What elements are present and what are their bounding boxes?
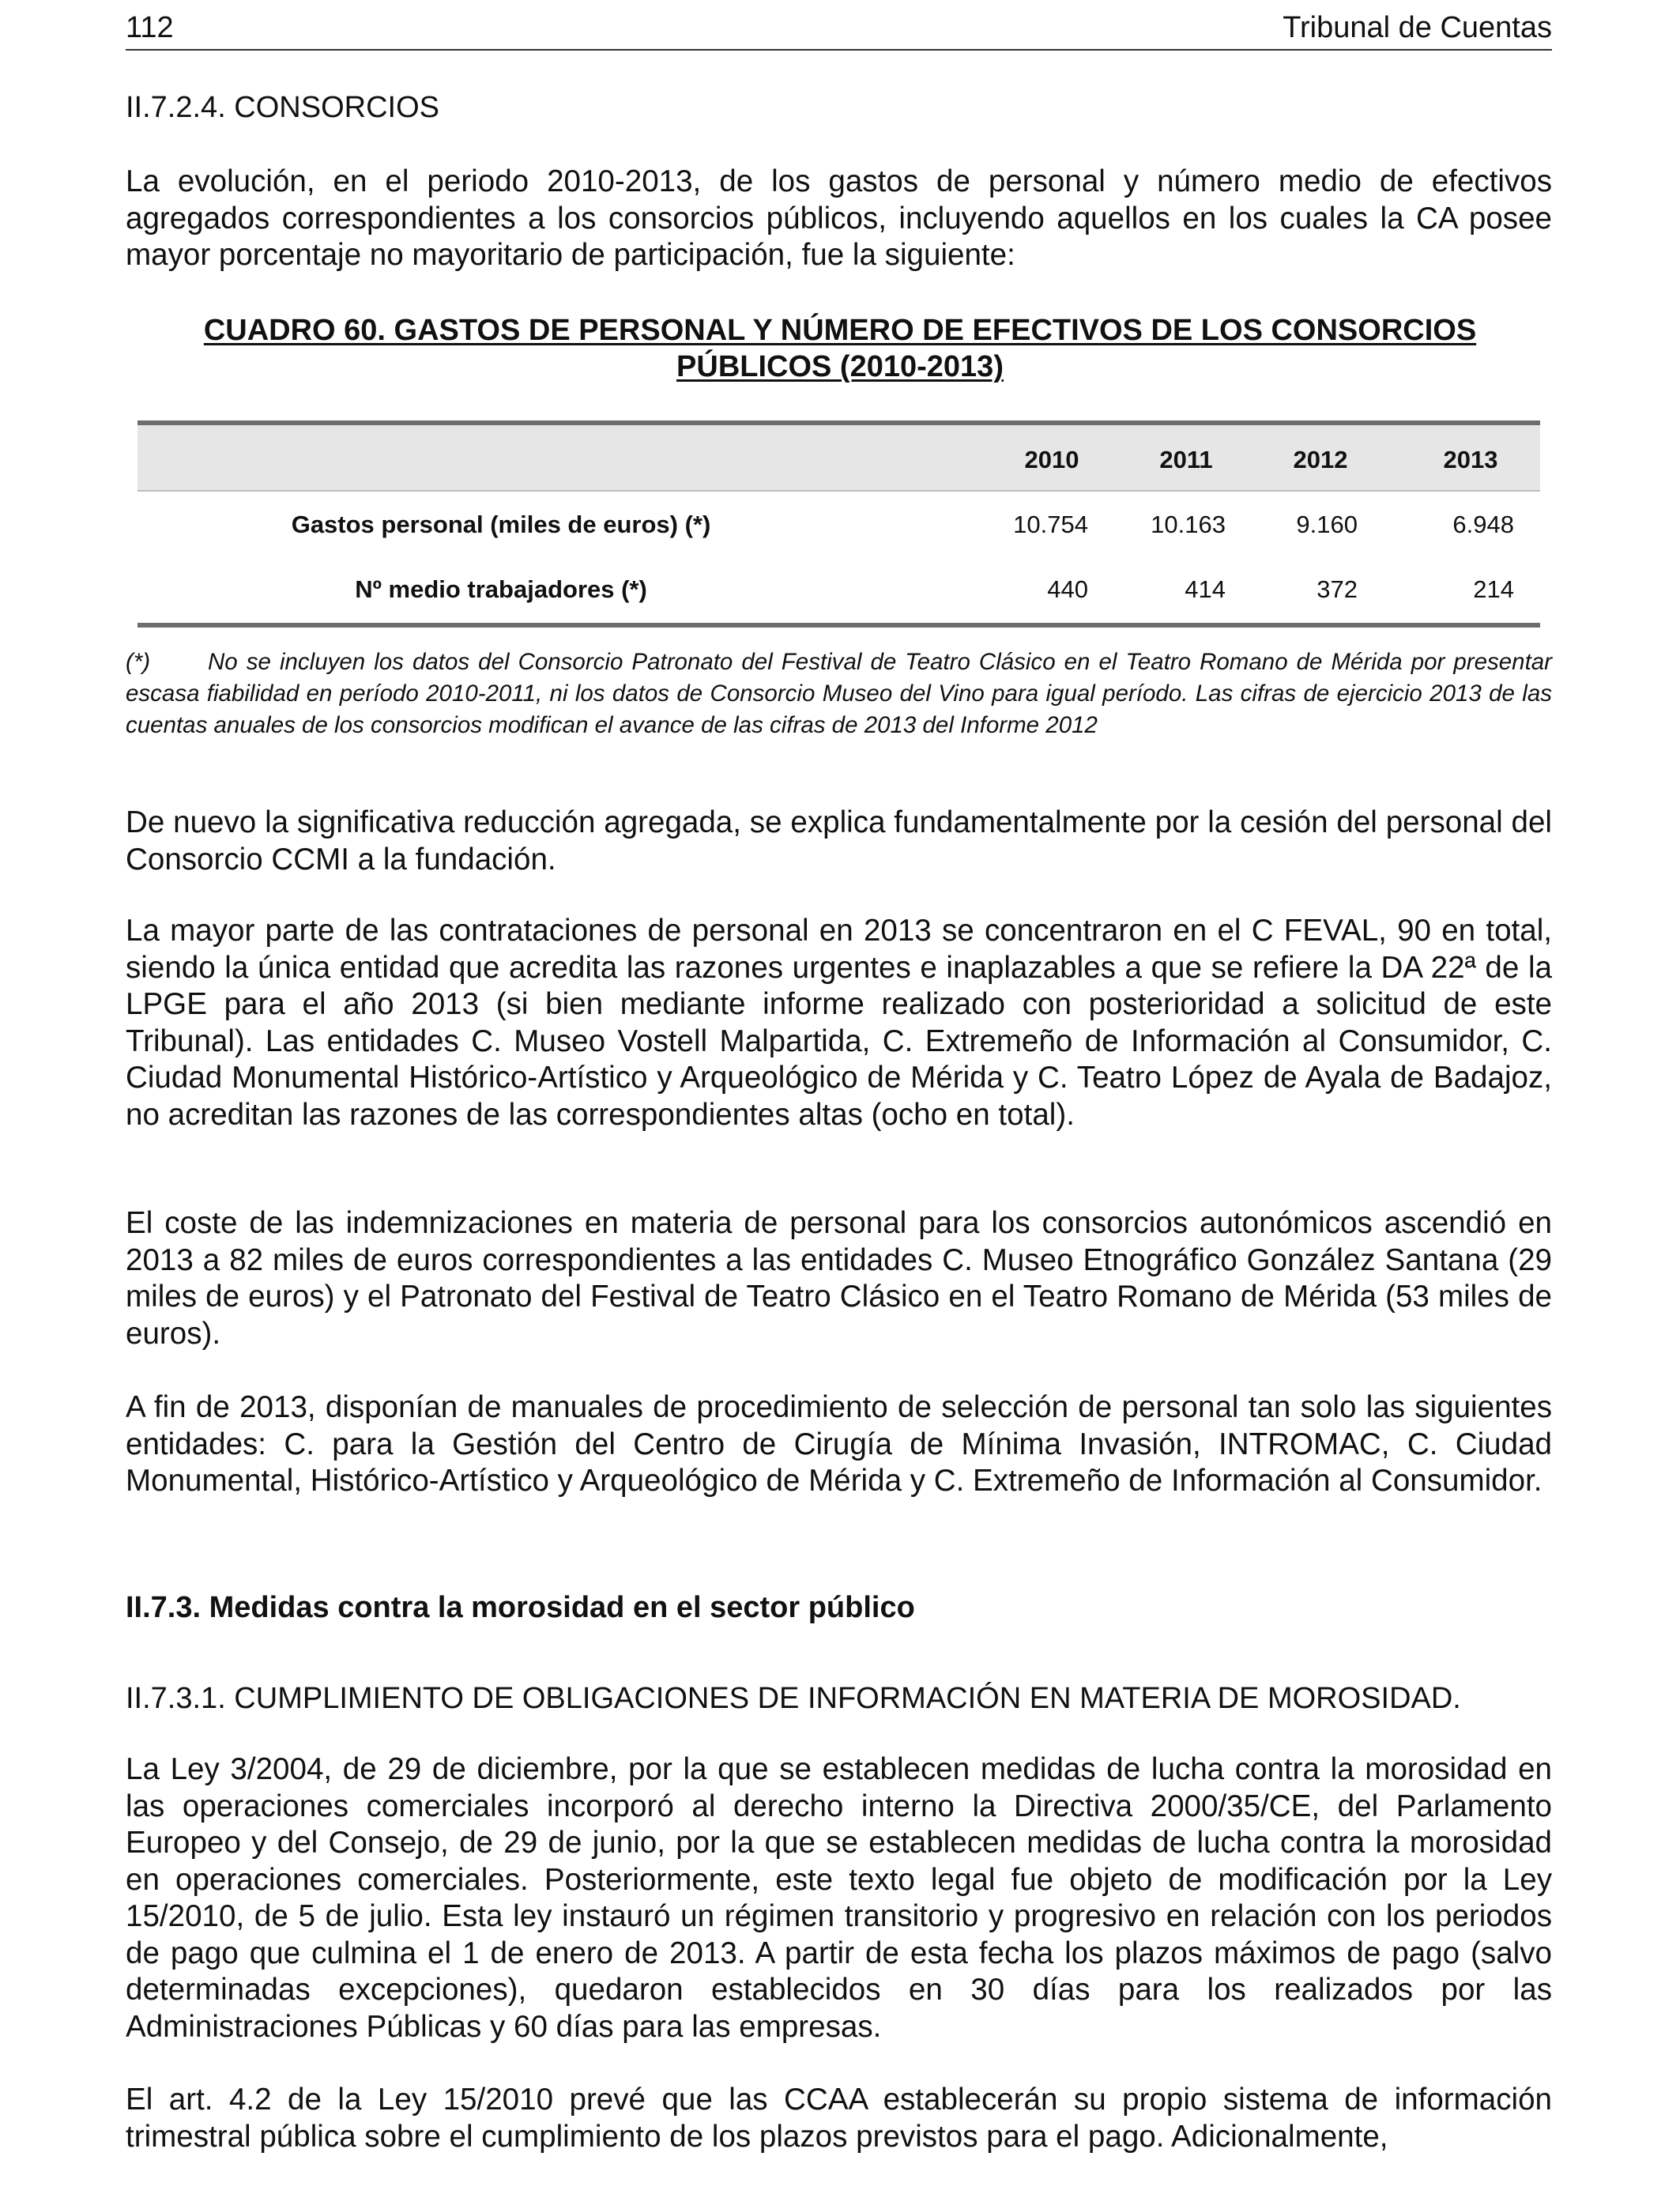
data-table: [137, 420, 1540, 628]
cell-trabajadores-2011: 414: [1185, 575, 1226, 603]
paragraph-2: De nuevo la significativa reducción agregada, se explica fundamentalmente por la cesión del personal del Consorcio CCMI a la fundación.: [126, 805, 1552, 876]
footnote-text: No se incluyen los datos del Consorcio Patronato del Festival de Teatro Clásico en el Teatro Romano de Mérida por presentar escasa fiabilidad en período 2010-2011, ni los datos de Consorcio Museo del Vino para igual período. Las cifras de ejercicio 2013 de las cuentas anuales de los consorcios modifican el avance de las cifras de 2013 del Informe 2012: [126, 649, 1552, 738]
paragraph-3: La mayor parte de las contrataciones de personal en 2013 se concentraron en el C FEVAL, 90 en total, siendo la única entidad que acredita las razones urgentes e inaplazables a que se refiere la DA 22ª de la LPGE para el año 2013 (si bien mediante informe realizado con posterioridad a solicitud de este Tribunal). Las entidades C. Museo Vostell Malpartida, C. Extremeño de Información al Consumidor, C. Ciudad Monumental Histórico-Artístico y Arqueológico de Mérida y C. Teatro López de Ayala de Badajoz, no acreditan las razones de las correspondientes altas (ocho en total).: [126, 914, 1552, 1132]
cell-trabajadores-2012: 372: [1317, 575, 1358, 603]
paragraph-4: El coste de las indemnizaciones en materia de personal para los consorcios autonómicos ascendió en 2013 a 82 miles de euros correspondientes a las entidades C. Museo Etnográfico González Santana (29 miles de euros) y el Patronato del Festival de Teatro Clásico en el Teatro Romano de Mérida (53 miles de euros).: [126, 1206, 1552, 1351]
paragraph-7: El art. 4.2 de la Ley 15/2010 prevé que las CCAA establecerán su propio sistema de información trimestral pública sobre el cumplimiento de los plazos previstos para el pago. Adicionalmente,: [126, 2083, 1552, 2154]
heading-cumplimiento: II.7.3.1. CUMPLIMIENTO DE OBLIGACIONES DE INFORMACIÓN EN MATERIA DE MOROSIDAD.: [126, 1682, 1461, 1715]
table-caption-line1: CUADRO 60. GASTOS DE PERSONAL Y NÚMERO DE EFECTIVOS DE LOS CONSORCIOS: [203, 314, 1477, 347]
section-heading: II.7.2.4. CONSORCIOS: [126, 91, 439, 124]
page-header: [126, 9, 1552, 51]
cell-trabajadores-2010: 440: [1047, 575, 1088, 603]
table-footnote: [126, 647, 1552, 741]
cell-trabajadores-2013: 214: [1473, 575, 1514, 603]
paragraph-5: A fin de 2013, disponían de manuales de procedimiento de selección de personal tan solo las siguientes entidades: C. para la Gestión del Centro de Cirugía de Mínima Invasión, INTROMAC, C. Ciudad Monumental, Histórico-Artístico y Arqueológico de Mérida y C. Extremeño de Información al Consumidor.: [126, 1390, 1552, 1498]
row-label-trabajadores: Nº medio trabajadores (*): [355, 575, 647, 603]
publication-title: Tribunal de Cuentas: [1283, 11, 1552, 44]
footnote-marker: (*): [126, 649, 151, 675]
row-label-gastos: Gastos personal (miles de euros) (*): [291, 511, 711, 538]
year-header-2012: 2012: [1293, 446, 1348, 473]
table-caption-line2: PÚBLICOS (2010-2013): [676, 350, 1004, 383]
cell-gastos-2010: 10.754: [1013, 511, 1088, 538]
paragraph-6: La Ley 3/2004, de 29 de diciembre, por la que se establecen medidas de lucha contra la morosidad en las operaciones comerciales incorporó al derecho interno la Directiva 2000/35/CE, del Parlamento Europeo y del Consejo, de 29 de junio, por la que se establecen medidas de lucha contra la morosidad en operaciones comerciales. Posteriormente, este texto legal fue objeto de modificación por la Ley 15/2010, de 5 de julio. Esta ley instauró un régimen transitorio y progresivo en relación con los periodos de pago que culmina el 1 de enero de 2013. A partir de esta fecha los plazos máximos de pago (salvo determinadas excepciones), quedaron establecidos en 30 días para los realizados por las Administraciones Públicas y 60 días para las empresas.: [126, 1752, 1552, 2044]
cell-gastos-2012: 9.160: [1296, 511, 1358, 538]
cell-gastos-2011: 10.163: [1151, 511, 1226, 538]
year-header-2011: 2011: [1159, 446, 1213, 473]
year-header-2013: 2013: [1443, 446, 1498, 473]
year-header-2010: 2010: [1024, 446, 1079, 473]
table-bottom-rule: [137, 623, 1540, 628]
heading-morosidad: II.7.3. Medidas contra la morosidad en el sector público: [126, 1591, 915, 1624]
intro-paragraph: La evolución, en el periodo 2010-2013, de los gastos de personal y número medio de efectivos agregados correspondientes a los consorcios públicos, incluyendo aquellos en los cuales la CA posee mayor porcentaje no mayoritario de participación, fue la siguiente:: [126, 164, 1552, 272]
page-number: 112: [126, 11, 174, 44]
cell-gastos-2013: 6.948: [1452, 511, 1514, 538]
